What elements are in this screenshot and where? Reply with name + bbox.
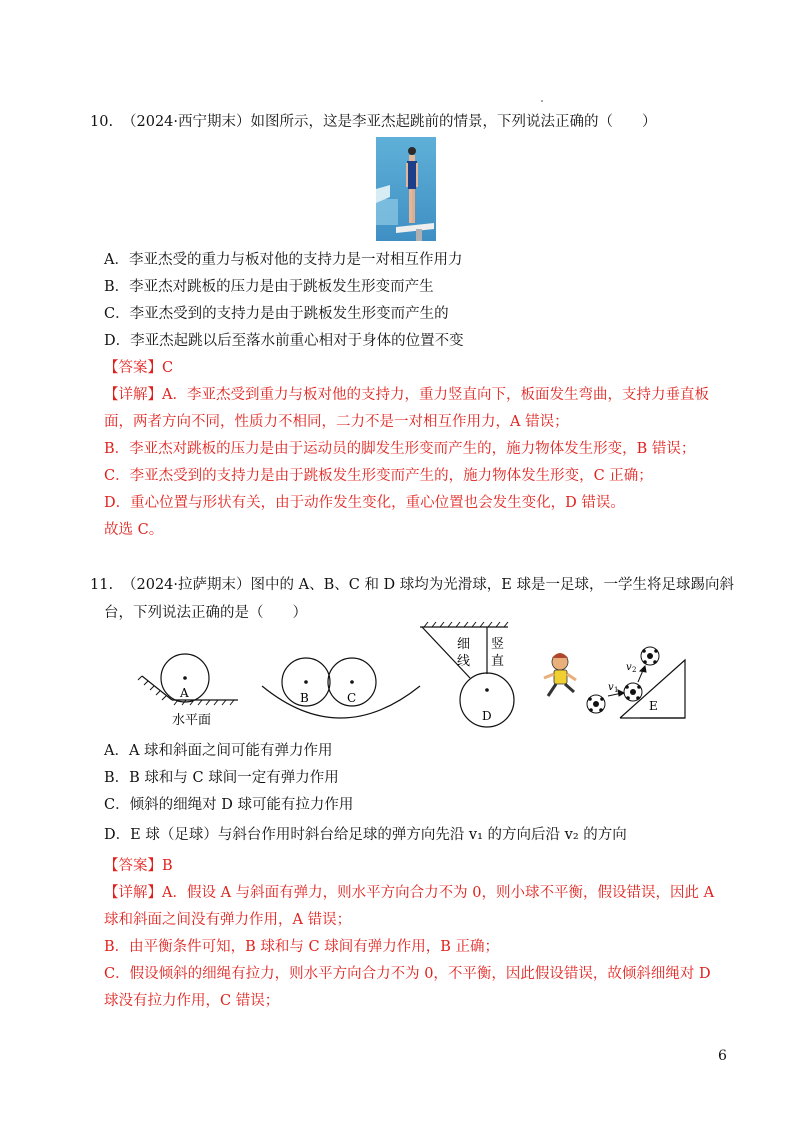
label-vertical-2: 直 — [491, 654, 505, 669]
q10-number: 10. — [90, 114, 114, 130]
q11-answer — [104, 856, 173, 876]
speck — [541, 100, 543, 102]
label-v2-sub: 2 — [632, 666, 637, 674]
q11-option-a: A．A 球和斜面之间可能有弹力作用 — [104, 743, 333, 759]
q11-stem-1: （2024·拉萨期末）图中的 A、B、C 和 D 球均为光滑球，E 球是一足球，一学生将足球踢向斜 — [122, 577, 734, 593]
q10-option-a: A．李亚杰受的重力与板对他的支持力是一对相互作用力 — [104, 252, 463, 268]
q11-detail-label: 【详解】 — [104, 885, 162, 901]
q10-detail-line-2: 面，两者方向不同，性质力不相同，二力不是一对相互作用力，A 错误； — [104, 414, 569, 430]
q11-number: 11. — [90, 577, 114, 593]
q10-detail-line-4: C．李亚杰受到的支持力是由于跳板发生形变而产生的，施力物体发生形变，C 正确； — [104, 468, 653, 484]
q11-stem-2: 台，下列说法正确的是（ ） — [104, 605, 307, 621]
label-thin: 细 — [457, 637, 471, 652]
label-b: B — [300, 691, 309, 705]
kicking-student — [544, 653, 576, 696]
q10-option-c: C．李亚杰受到的支持力是由于跳板发生形变而产生的 — [104, 306, 449, 322]
q10-detail-line-6: 故选 C。 — [104, 522, 164, 538]
q10-option-d: D．李亚杰起跳以后至落水前重心相对于身体的位置不变 — [104, 333, 464, 349]
label-v1-sub: 1 — [614, 686, 619, 694]
q10-answer — [104, 358, 173, 378]
q11-answer-value: B — [162, 858, 173, 874]
label-vertical-1: 竖 — [491, 637, 505, 652]
label-v2: v — [626, 662, 632, 673]
football-1 — [587, 695, 605, 713]
label-e: E — [649, 699, 658, 713]
label-a: A — [180, 686, 189, 700]
label-d: D — [482, 709, 492, 723]
label-v1: v — [608, 682, 614, 693]
q11-option-b: B．B 球和与 C 球间一定有弹力作用 — [104, 770, 339, 786]
label-c: C — [347, 691, 357, 705]
q11-option-c: C．倾斜的细绳对 D 球可能有拉力作用 — [104, 797, 354, 813]
q11-detail-text-1: A．假设 A 与斜面有弹力，则水平方向合力不为 0，则小球不平衡，假设错误，因此 A — [162, 885, 715, 901]
q10-option-b: B．李亚杰对跳板的压力是由于跳板发生形变而产生 — [104, 279, 434, 295]
q10-detail-line-3: B．李亚杰对跳板的压力是由于运动员的脚发生形变而产生的，施力物体发生形变，B 错误； — [104, 441, 696, 457]
label-horizontal: 水平面 — [172, 713, 212, 728]
q10-stem: （2024·西宁期末）如图所示，这是李亚杰起跳前的情景，下列说法正确的（ ） — [122, 114, 657, 130]
q10-detail-text-1: A．李亚杰受到重力与板对他的支持力，重力竖直向下，板面发生弯曲，支持力垂直板 — [162, 387, 709, 403]
page-number: 6 — [718, 1048, 727, 1064]
diver-photo — [376, 137, 436, 241]
q10-answer-label: 【答案】 — [104, 360, 162, 376]
q11-detail-line-3: B．由平衡条件可知，B 球和与 C 球间有弹力作用，B 正确； — [104, 939, 499, 955]
q11-option-d: D．E 球（足球）与斜台作用时斜台给足球的弹方向先沿 v₁ 的方向后沿 v₂ 的方向 — [104, 827, 627, 843]
q11-detail-line-2: 球和斜面之间没有弹力作用，A 错误； — [104, 912, 352, 928]
football-2 — [624, 683, 642, 701]
q11-detail-line-1 — [104, 883, 714, 903]
q11-detail-line-5: 球没有拉力作用，C 错误； — [104, 993, 280, 1009]
q10-detail-label: 【详解】 — [104, 387, 162, 403]
q11-answer-label: 【答案】 — [104, 858, 162, 874]
label-line: 线 — [457, 654, 471, 669]
q11-figure — [130, 620, 700, 740]
q10-detail-line-1 — [104, 385, 709, 405]
q10-answer-value: C — [162, 360, 174, 376]
q11-detail-line-4: C．假设倾斜的细绳有拉力，则水平方向合力不为 0，不平衡，因此假设错误，故倾斜细绳对 D — [104, 966, 711, 982]
football-3 — [641, 647, 659, 665]
q10-detail-line-5: D．重心位置与形状有关，由于动作发生变化，重心位置也会发生变化，D 错误。 — [104, 495, 625, 511]
figure-bc — [262, 658, 420, 718]
